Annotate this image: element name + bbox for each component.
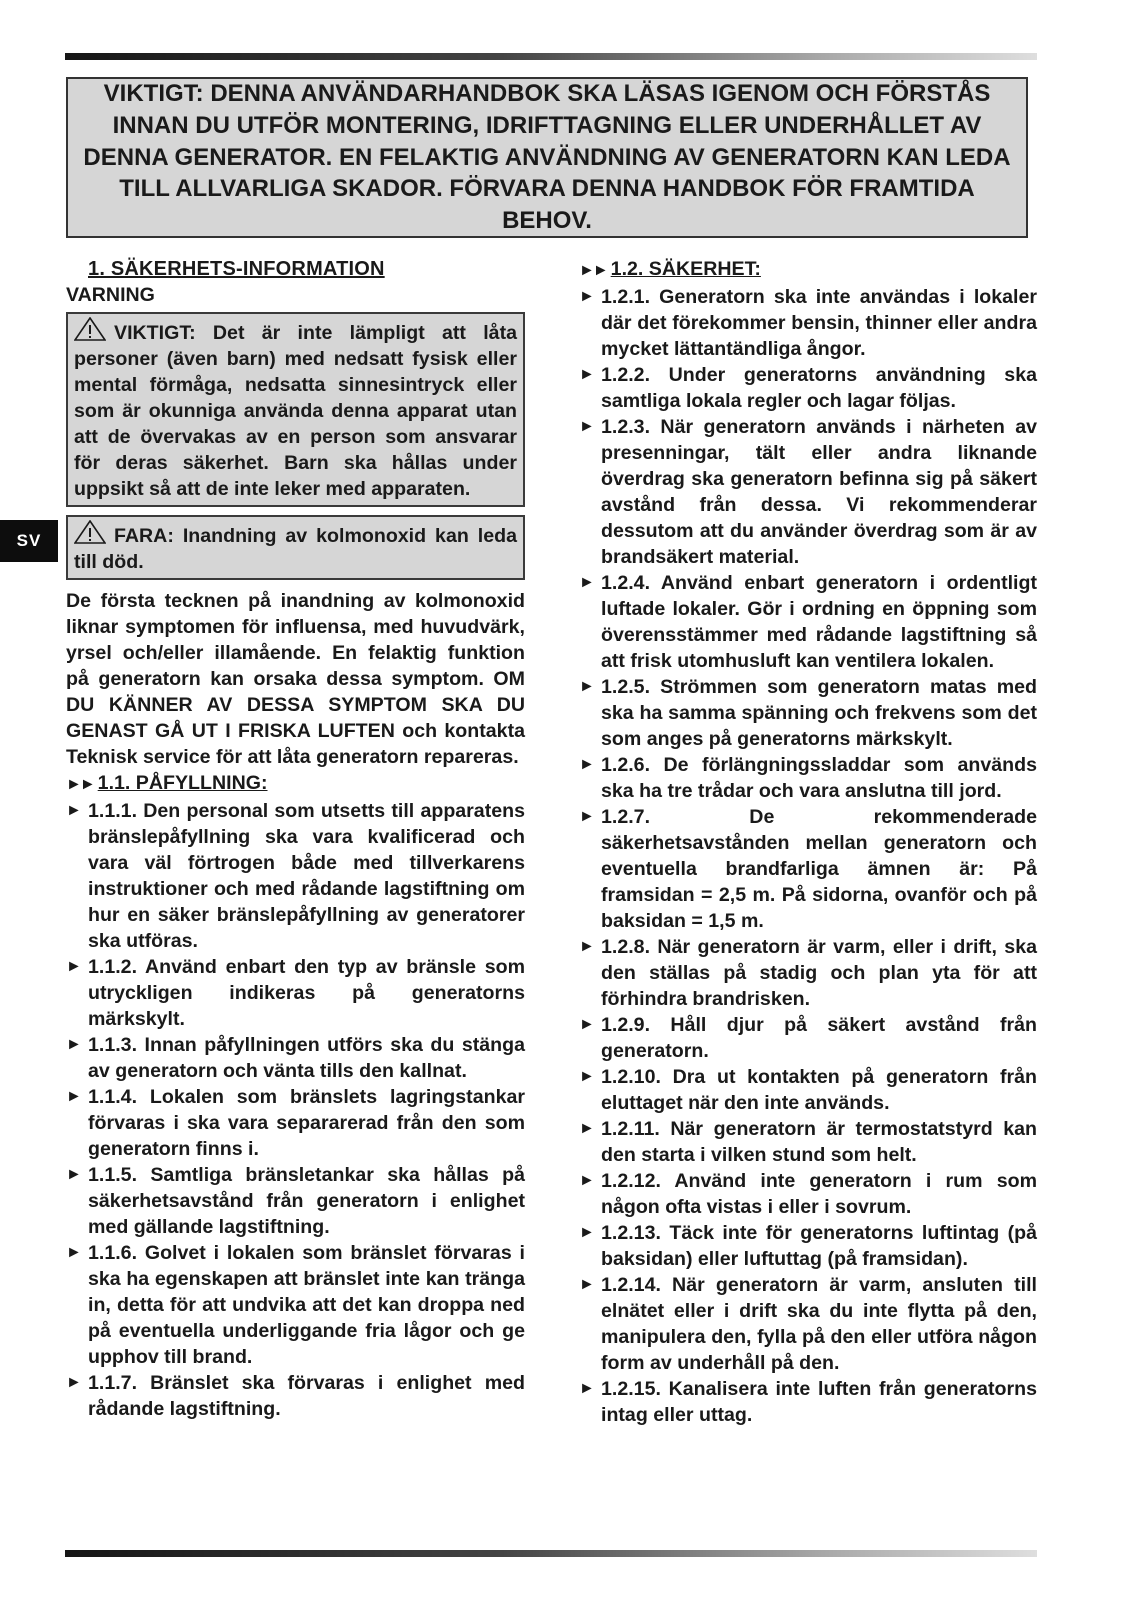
right-arrow-icon: ► xyxy=(579,1224,595,1241)
right-arrow-icon: ► xyxy=(579,938,595,955)
right-arrow-icon: ► xyxy=(579,418,595,435)
right-arrow-icon: ► xyxy=(579,366,595,383)
list-item: ► 1.1.5. Samtliga bränsletankar ska hållas på säkerhetsavstånd från generatorn i enlighet med gällande lagstiftning. xyxy=(66,1164,525,1238)
refuelling-subheading: ►► 1.1. PÅFYLLNING: xyxy=(66,772,268,794)
list-item: ► 1.2.15. Kanalisera inte luften från generatorns intag eller uttag. xyxy=(579,1378,1037,1426)
right-arrow-icon: ► xyxy=(66,958,82,975)
list-item: ► 1.1.4. Lokalen som bränslets lagringstankar förvaras i ska vara separarerad från den som generatorn finns i. xyxy=(66,1086,525,1160)
important-notice-box xyxy=(66,312,525,507)
list-item: ► 1.2.6. De förlängningssladdar som används ska ha tre trådar och vara anslutna till jord. xyxy=(579,754,1037,802)
top-rule xyxy=(65,53,1037,60)
right-arrow-icon: ► xyxy=(66,1244,82,1261)
warning-triangle-icon xyxy=(74,317,106,341)
list-item: ► 1.2.10. Dra ut kontakten på generatorn från eluttaget när den inte används. xyxy=(579,1066,1037,1114)
right-arrow-icon: ► xyxy=(579,1276,595,1293)
list-item: ► 1.2.12. Använd inte generatorn i rum som någon ofta vistas i eller i sovrum. xyxy=(579,1170,1037,1218)
refuelling-list xyxy=(66,798,525,1422)
right-arrow-icon: ► xyxy=(579,678,595,695)
right-arrow-icon: ► xyxy=(579,1380,595,1397)
list-item: ► 1.2.4. Använd enbart generatorn i ordentligt luftade lokaler. Gör i ordning en öppning som överensstämmer med rådande lagstiftning så att frisk utomhusluft kan ventilera lokalen. xyxy=(579,572,1037,672)
bottom-rule xyxy=(65,1550,1037,1557)
warning-label: VARNING xyxy=(66,284,155,306)
right-arrow-icon: ► xyxy=(579,1172,595,1189)
safety-list xyxy=(579,284,1037,1428)
list-item: ► 1.2.14. När generatorn är varm, ansluten till elnätet eller i drift ska du inte flytta på den, manipulera den, fylla på den eller utföra någon form av underhåll på den. xyxy=(579,1274,1037,1374)
right-arrow-icon: ► xyxy=(579,756,595,773)
right-arrow-icon: ► xyxy=(579,1120,595,1137)
right-arrow-icon: ► xyxy=(579,1068,595,1085)
section-heading: 1. SÄKERHETS-INFORMATION xyxy=(88,258,385,280)
right-arrow-icon: ► xyxy=(66,802,82,819)
list-item: ► 1.2.7. De rekommenderade säkerhetsavstånden mellan generatorn och eventuella brandfarliga ämnen är: På framsidan = 2,5 m. På sidorna, ovanför och på baksidan = 1,5 m. xyxy=(579,806,1037,932)
right-arrow-icon: ► xyxy=(66,1088,82,1105)
list-item: ► 1.2.3. När generatorn används i närheten av presenningar, tält eller andra liknande överdrag ska generatorn befinna sig på säkert avstånd från dessa. Vi rekommenderar dessutom att du använder överdrag som är av brandsäkert material. xyxy=(579,416,1037,568)
list-item: ► 1.2.5. Strömmen som generatorn matas med ska ha samma spänning och frekvens som det som anges på generatorns märkskylt. xyxy=(579,676,1037,750)
warning-triangle-icon xyxy=(74,520,106,544)
danger-notice-text: FARA: Inandning av kolmonoxid kan leda till död. xyxy=(74,525,517,573)
language-tab xyxy=(0,520,58,562)
list-item: ► 1.2.2. Under generatorns användning ska samtliga lokala regler och lagar följas. xyxy=(579,364,1037,412)
list-item: ► 1.2.1. Generatorn ska inte användas i lokaler där det förekommer bensin, thinner eller andra mycket lättantändliga ångor. xyxy=(579,286,1037,360)
list-item: ► 1.1.3. Innan påfyllningen utförs ska du stänga av generatorn och vänta tills den kallnat. xyxy=(66,1034,525,1082)
danger-notice-box xyxy=(66,515,525,580)
language-tab-label: SV xyxy=(16,531,42,550)
list-item: ► 1.1.2. Använd enbart den typ av bränsle som utryckligen indikeras på generatorns märkskylt. xyxy=(66,956,525,1030)
left-column xyxy=(66,256,525,1422)
list-item: ► 1.2.13. Täck inte för generatorns luftintag (på baksidan) eller luftuttag (på framsidan). xyxy=(579,1222,1037,1270)
list-item: ► 1.1.7. Bränslet ska förvaras i enlighet med rådande lagstiftning. xyxy=(66,1372,525,1420)
right-arrow-icon: ► xyxy=(66,1036,82,1053)
list-item: ► 1.1.6. Golvet i lokalen som bränslet förvaras i ska ha egenskapen att bränslet inte kan tränga in, detta för att undvika att det kan droppa ned på eventuella underliggande fria lågor och ge upphov till brand. xyxy=(66,1242,525,1368)
right-arrow-icon: ► xyxy=(579,288,595,305)
important-notice-text: VIKTIGT: Det är inte lämpligt att låta personer (även barn) med nedsatt fysisk eller mental förmåga, nedsatta sinnesintryck eller som är okunniga använda denna apparat utan att de övervakas av en person som ansvarar för deras säkerhet. Barn ska hållas under uppsikt så att de inte leker med apparaten. xyxy=(74,322,517,500)
double-arrow-icon: ►► xyxy=(66,776,94,793)
main-warning-box xyxy=(66,77,1028,238)
right-arrow-icon: ► xyxy=(579,574,595,591)
double-arrow-icon: ►► xyxy=(579,262,607,279)
right-column xyxy=(579,256,1037,1428)
safety-subheading: ►► 1.2. SÄKERHET: xyxy=(579,258,761,280)
right-arrow-icon: ► xyxy=(579,1016,595,1033)
list-item: ► 1.2.11. När generatorn är termostatstyrd kan den starta i vilken stund som helt. xyxy=(579,1118,1037,1166)
list-item: ► 1.2.8. När generatorn är varm, eller i drift, ska den ställas på stadig och plan yta för att förhindra brandrisken. xyxy=(579,936,1037,1010)
list-item: ► 1.2.9. Håll djur på säkert avstånd från generatorn. xyxy=(579,1014,1037,1062)
main-warning-text: VIKTIGT: DENNA ANVÄNDARHANDBOK SKA LÄSAS IGENOM OCH FÖRSTÅS INNAN DU UTFÖR MONTERING, IDRIFTTAGNING ELLER UNDERHÅLLET AV DENNA GENERATOR. EN FELAKTIG ANVÄNDNING AV GENERATORN KAN LEDA TILL ALLVARLIGA SKADOR. FÖRVARA DENNA HANDBOK FÖR FRAMTIDA BEHOV. xyxy=(83,80,1011,235)
co-paragraph: De första tecknen på inandning av kolmonoxid liknar symptomen för influensa, med huvudvärk, yrsel och/eller illamående. En felaktig funktion på generatorn kan orsaka dessa symptom. OM DU KÄNNER AV DESSA SYMPTOM SKA DU GENAST GÅ UT I FRISKA LUFTEN och kontakta Teknisk service för att låta generatorn repareras. xyxy=(66,590,525,768)
right-arrow-icon: ► xyxy=(66,1166,82,1183)
list-item: ► 1.1.1. Den personal som utsetts till apparatens bränslepåfyllning ska vara kvalificerad och vara väl förtrogen både med tillverkarens instruktioner och med rådande lagstiftning om hur en säker bränslepåfyllning av generatorer ska utföras. xyxy=(66,800,525,952)
right-arrow-icon: ► xyxy=(66,1374,82,1391)
right-arrow-icon: ► xyxy=(579,808,595,825)
